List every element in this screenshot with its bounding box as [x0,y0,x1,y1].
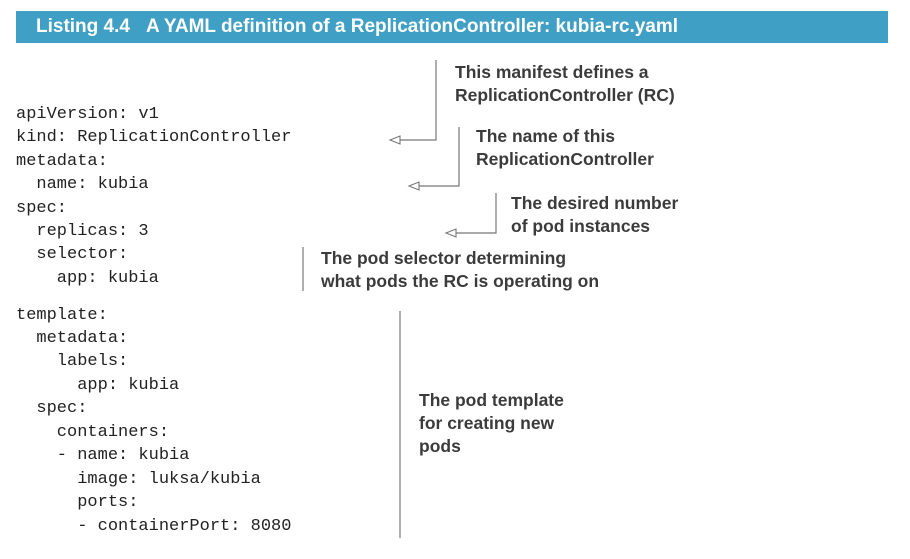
code-line: template: [16,306,108,325]
code-line: - name: kubia [16,446,190,465]
code-line: spec: [16,199,68,218]
annotation-replicas [511,192,678,238]
code-line: - containerPort: 8080 [16,517,292,536]
annotation-line: The pod template [419,390,564,410]
code-line: name: kubia [16,175,149,194]
annotation-line: The pod selector determining [321,248,567,268]
annotation-line: The name of this [476,126,616,146]
code-line: image: luksa/kubia [16,470,261,489]
annotation-line: The desired number [511,193,679,213]
code-line: ports: [16,493,139,512]
callout-line-replicas [452,193,496,233]
code-line: containers: [16,423,170,442]
code-line: selector: [16,245,129,264]
listing-number: Listing 4.4 [36,16,130,37]
annotation-line: ReplicationController [476,149,654,169]
annotation-line: of pod instances [511,216,651,236]
arrow-head-manifest [390,136,400,144]
code-line: spec: [16,399,88,418]
code-line: app: kubia [16,376,180,395]
code-line: metadata: [16,329,129,348]
listing-caption: A YAML definition of a ReplicationController: kubia-rc.yaml [145,16,679,37]
callout-line-name [415,127,459,186]
annotation-line: pods [419,436,461,456]
annotation-template [419,389,564,458]
annotation-line: This manifest defines a [455,62,649,82]
arrow-head-name [409,182,419,190]
annotation-line: ReplicationController (RC) [455,85,675,105]
code-line: replicas: 3 [16,222,149,241]
code-line: metadata: [16,152,108,171]
code-line: labels: [16,352,129,371]
code-line: apiVersion: v1 [16,105,159,124]
annotation-manifest [455,61,675,107]
code-line: kind: ReplicationController [16,128,292,147]
arrow-head-replicas [446,229,456,237]
annotation-selector [321,247,599,293]
code-line: app: kubia [16,269,159,288]
callout-line-manifest [396,60,436,140]
annotation-line: what pods the RC is operating on [321,271,600,291]
annotation-name [476,125,654,171]
annotation-line: for creating new [419,413,555,433]
